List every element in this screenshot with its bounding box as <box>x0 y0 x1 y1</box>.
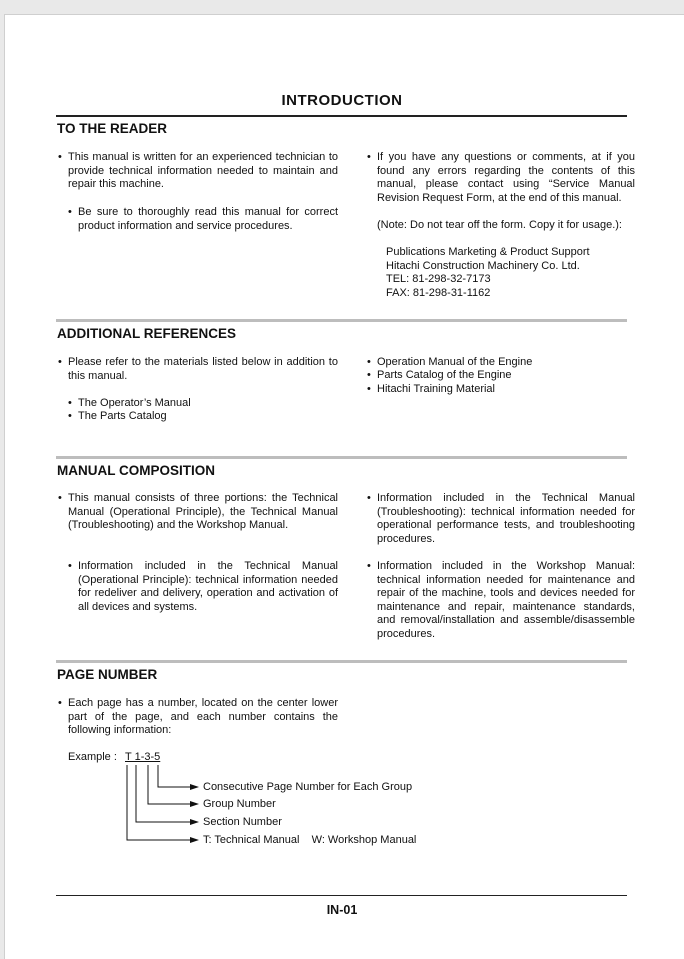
example-code: T 1-3-5 <box>125 751 161 763</box>
additional-ref-item: • Hitachi Training Material <box>367 383 635 397</box>
additional-ref-item: • Parts Catalog of the Engine <box>367 369 635 383</box>
section-heading-page-number: PAGE NUMBER <box>57 667 158 682</box>
arrow-head-consecutive <box>190 784 199 790</box>
to-reader-contact-bullet: • If you have any questions or comments, at if you found any errors regarding the contents of this manual, please contact using “Service Manual Revision Request Form, at the end of this manual. <box>367 151 635 205</box>
additional-sub-item: • The Operator’s Manual <box>68 397 338 411</box>
connector-section <box>136 765 190 822</box>
example-label: Example : <box>68 751 117 763</box>
composition-bullet: • This manual consists of three portions: the Technical Manual (Operational Principle), the Technical Manual (Troubleshooting) and the Workshop Manual. <box>58 492 338 533</box>
contact-line: Publications Marketing & Product Support <box>386 246 590 258</box>
contact-line: TEL: 81-298-32-7173 <box>386 273 491 286</box>
to-reader-sub-bullet: • Be sure to thoroughly read this manual for correct product information and service procedures. <box>68 206 338 233</box>
footer-rule <box>56 895 627 896</box>
page-number-footer: IN-01 <box>326 903 358 917</box>
to-reader-bullet: • This manual is written for an experienced technician to provide technical information needed to maintain and repair this machine. <box>58 151 338 192</box>
section-heading-additional-references: ADDITIONAL REFERENCES <box>57 326 237 341</box>
connector-consecutive <box>158 765 190 787</box>
additional-bullet: • Please refer to the materials listed below in addition to this manual. <box>58 356 338 383</box>
contact-line: FAX: 81-298-31-1162 <box>386 286 491 299</box>
additional-sub-item: • The Parts Catalog <box>68 410 338 424</box>
arrow-head-manual <box>190 837 199 843</box>
contact-line: Hitachi Construction Machinery Co. Ltd. <box>386 259 580 272</box>
label-manual-type: T: Technical Manual W: Workshop Manual <box>203 834 417 846</box>
label-group-number: Group Number <box>203 798 276 810</box>
to-reader-note: (Note: Do not tear off the form. Copy it for usage.): <box>377 219 622 231</box>
label-section-number: Section Number <box>203 816 282 828</box>
section-heading-manual-composition: MANUAL COMPOSITION <box>57 463 215 478</box>
additional-ref-item: • Operation Manual of the Engine <box>367 356 635 370</box>
page-title: INTRODUCTION <box>281 92 403 109</box>
composition-sub-bullet: • Information included in the Technical Manual (Operational Principle): technical information needed for redeliver and delivery, operation and activation of all devices and systems. <box>68 560 338 614</box>
page-number-bullet: • Each page has a number, located on the center lower part of the page, and each number contains the following information: <box>58 697 338 738</box>
section-heading-to-the-reader: TO THE READER <box>57 121 168 136</box>
arrow-head-group <box>190 801 199 807</box>
connector-group <box>148 765 190 804</box>
composition-workshop-item: • Information included in the Workshop Manual: technical information needed for maintenance and repair of the machine, tools and devices needed for maintenance and repair, maintenance standards, and removal/installation and assemble/disassemble procedures. <box>367 560 635 642</box>
label-consecutive-page: Consecutive Page Number for Each Group <box>203 781 413 793</box>
composition-troubleshooting-item: • Information included in the Technical Manual (Troubleshooting): technical information needed for operational performance tests, and troubleshooting procedures. <box>367 492 635 546</box>
arrow-head-section <box>190 819 199 825</box>
